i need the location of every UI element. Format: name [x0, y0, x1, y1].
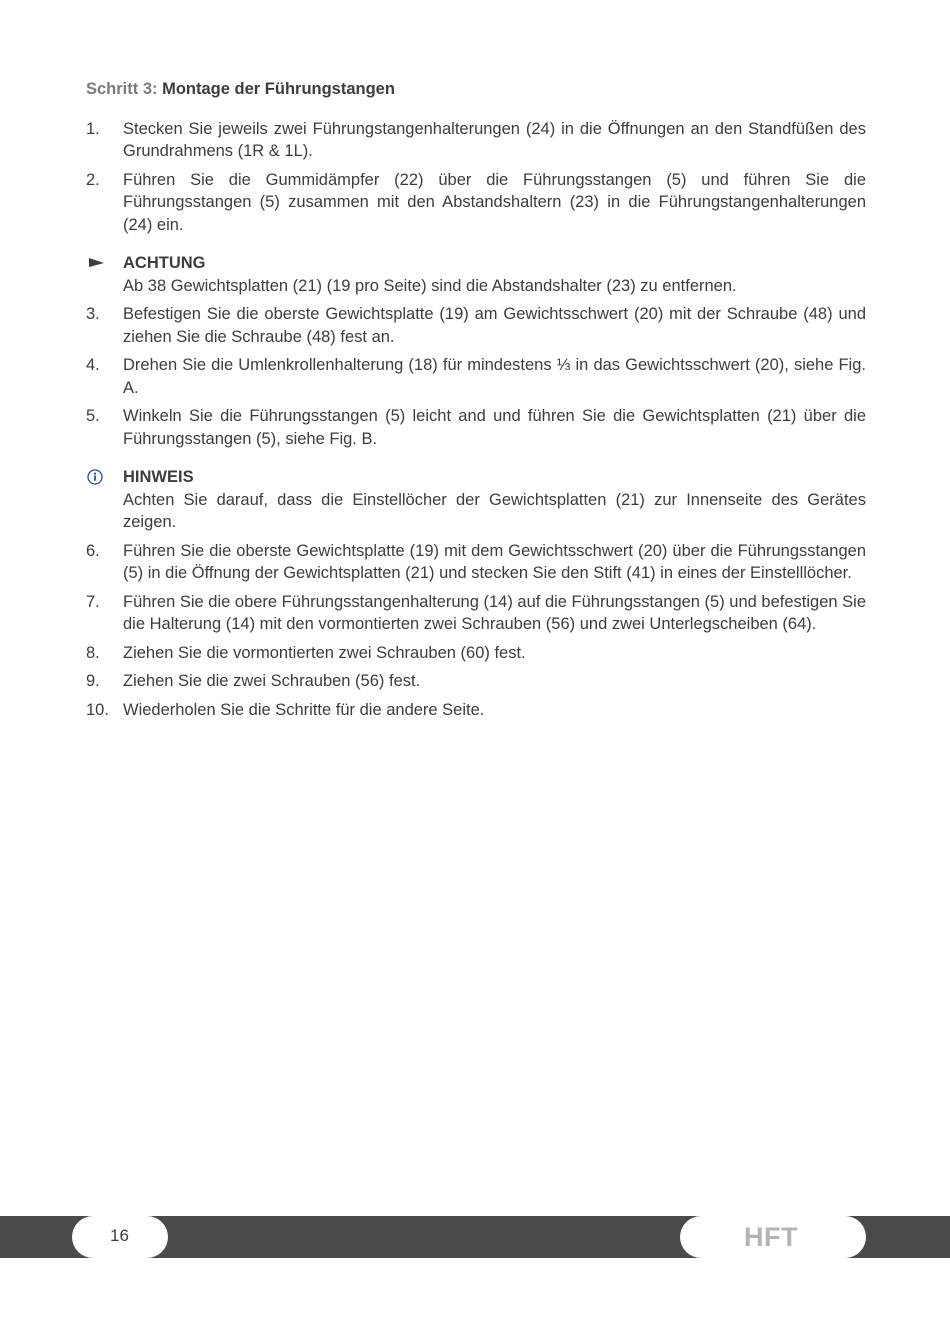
- item-text: Winkeln Sie die Führungsstangen (5) leicht and und führen Sie die Gewichtsplatten (21) über die Führungsstangen (5), siehe Fig. B.: [123, 407, 866, 448]
- instruction-list-a: [86, 118, 866, 237]
- brand-logo: HFT: [744, 1222, 798, 1252]
- item-number: 3.: [86, 305, 100, 323]
- info-icon: [86, 468, 106, 486]
- notice-title: ACHTUNG: [123, 254, 206, 272]
- item-number: 6.: [86, 541, 100, 560]
- list-item: [86, 642, 866, 665]
- item-number: 2.: [86, 170, 100, 189]
- item-text: Führen Sie die Gummidämpfer (22) über die Führungsstangen (5) und führen Sie die Führungsstangen (5) zusammen mit den Abstandshaltern (23) in die Führungstangenhalterungen (24) ein.: [123, 170, 866, 234]
- hinweis-notice: [86, 466, 866, 534]
- item-text: Wiederholen Sie die Schritte für die andere Seite.: [123, 700, 485, 719]
- item-number: 7.: [86, 592, 100, 611]
- list-item: [86, 405, 866, 450]
- list-item: [86, 670, 866, 693]
- list-item: [86, 540, 866, 585]
- list-item: [86, 169, 866, 237]
- item-number: 1.: [86, 119, 100, 138]
- list-item: [86, 354, 866, 399]
- notice-text: Ab 38 Gewichtsplatten (21) (19 pro Seite) sind die Abstandshalter (23) zu entfernen.: [123, 276, 737, 295]
- item-text: Drehen Sie die Umlenkrollenhalterung (18) für mindestens ⅓ in das Gewichtsschwert (20), siehe Fig. A.: [123, 356, 866, 397]
- list-item: [86, 699, 866, 722]
- achtung-notice: [86, 252, 866, 297]
- section-heading: [86, 78, 866, 101]
- item-text: Befestigen Sie die oberste Gewichtsplatte (19) am Gewichtsschwert (20) mit der Schraube (48) und ziehen Sie die Schraube (48) fest an.: [123, 305, 866, 346]
- list-item: [86, 118, 866, 163]
- notice-text: Achten Sie darauf, dass die Einstellöcher der Gewichtsplatten (21) zur Innenseite des Gerätes zeigen.: [123, 490, 866, 531]
- item-text: Ziehen Sie die zwei Schrauben (56) fest.: [123, 672, 421, 690]
- step-label: Schritt 3:: [86, 80, 158, 98]
- arrow-right-icon: [86, 254, 106, 272]
- list-item: [86, 591, 866, 636]
- item-text: Führen Sie die oberste Gewichtsplatte (19) mit dem Gewichtsschwert (20) über die Führungsstangen (5) in die Öffnung der Gewichtsplatten (21) und stecken Sie den Stift (41) in eines der Einstelllöcher.: [123, 541, 866, 582]
- notice-title: HINWEIS: [123, 468, 194, 486]
- instruction-list-c: [86, 540, 866, 722]
- item-text: Führen Sie die obere Führungsstangenhalterung (14) auf die Führungsstangen (5) und befestigen Sie die Halterung (14) mit den vormontierten zwei Schrauben (56) und zwei Unterlegscheiben (64).: [123, 592, 866, 633]
- list-item: [86, 303, 866, 348]
- page-content: [86, 78, 866, 727]
- page-number: 16: [110, 1226, 129, 1245]
- item-number: 8.: [86, 643, 100, 662]
- item-number: 4.: [86, 356, 100, 374]
- item-number: 10.: [86, 700, 109, 719]
- section-title: Montage der Führungstangen: [162, 80, 395, 98]
- item-number: 5.: [86, 407, 100, 425]
- item-number: 9.: [86, 672, 100, 690]
- instruction-list-b: [86, 303, 866, 450]
- item-text: Stecken Sie jeweils zwei Führungstangenhalterungen (24) in die Öffnungen an den Standfüßen des Grundrahmens (1R & 1L).: [123, 119, 866, 160]
- item-text: Ziehen Sie die vormontierten zwei Schrauben (60) fest.: [123, 643, 526, 662]
